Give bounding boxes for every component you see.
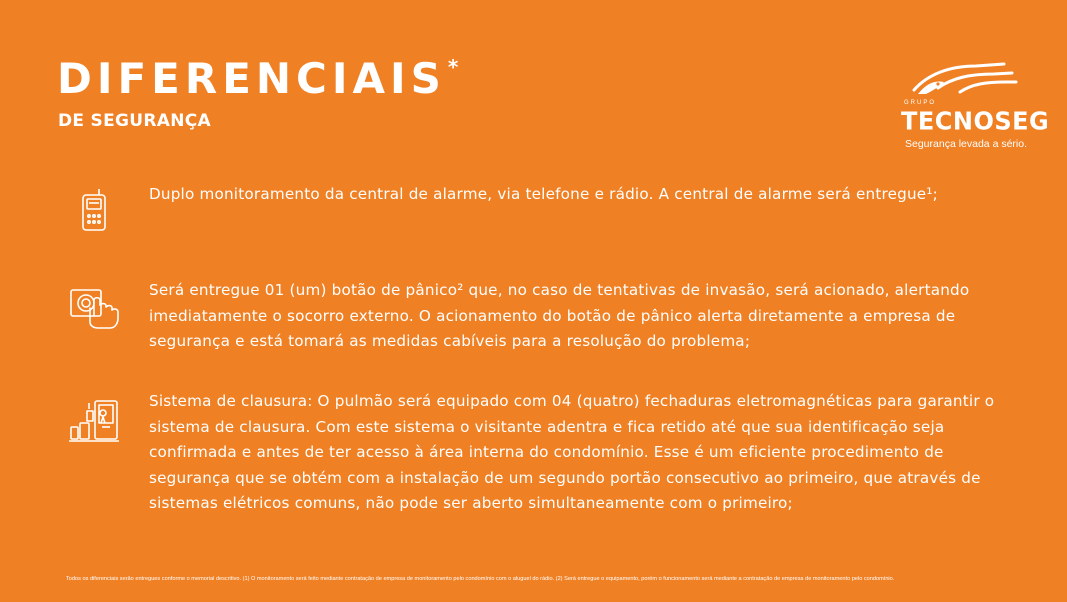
title-text: DIFERENCIAIS	[57, 54, 446, 103]
logo-tagline: Segurança levada a sério.	[905, 138, 1027, 150]
title-asterisk: *	[447, 55, 459, 79]
page-title	[57, 54, 459, 103]
logo-group-label: GRUPO	[904, 100, 937, 106]
feature-text: Duplo monitoramento da central de alarme, via telefone e rádio. A central de alarme será entregue¹;	[149, 185, 938, 203]
logo-brand-name: TECNOSEG	[901, 106, 1050, 136]
page-subtitle: DE SEGURANÇA	[58, 111, 211, 131]
panic-button-icon	[68, 286, 122, 335]
eagle-logo-icon	[908, 60, 1020, 100]
tecnoseg-logo	[896, 60, 1050, 155]
footnote: Todos os diferenciais serão entregues conforme o memorial descritivo. (1) O monitoramento será feito mediante contratação de empresa de monitoramento pelo condomínio com o aluguel do rádio. (2) Será entregue o equipamento, porém o funcionamento será mediante a contratação de empresa de monitoramento pelo condomínio.	[66, 576, 895, 582]
feature-text: Será entregue 01 (um) botão de pânico² que, no caso de tentativas de invasão, será acionado, alertando imediatamente o socorro externo. O acionamento do botão de pânico alerta diretamente a empresa de segurança e está tomará as medidas cabíveis para a resolução do problema;	[149, 281, 970, 351]
feature-text: Sistema de clausura: O pulmão será equipado com 04 (quatro) fechaduras eletromagnéticas para garantir o sistema de clausura. Com este sistema o visitante adentra e fica retido até que sua identificação seja confirmada e antes de ter acesso à área interna do condomínio. Esse é um eficiente procedimento de segurança que se obtém com a instalação de um segundo portão consecutivo ao primeiro, que através de sistemas elétricos comuns, não pode ser aberto simultaneamente com o primeiro;	[149, 392, 995, 513]
security-door-icon	[67, 397, 121, 448]
phone-icon	[80, 188, 108, 237]
